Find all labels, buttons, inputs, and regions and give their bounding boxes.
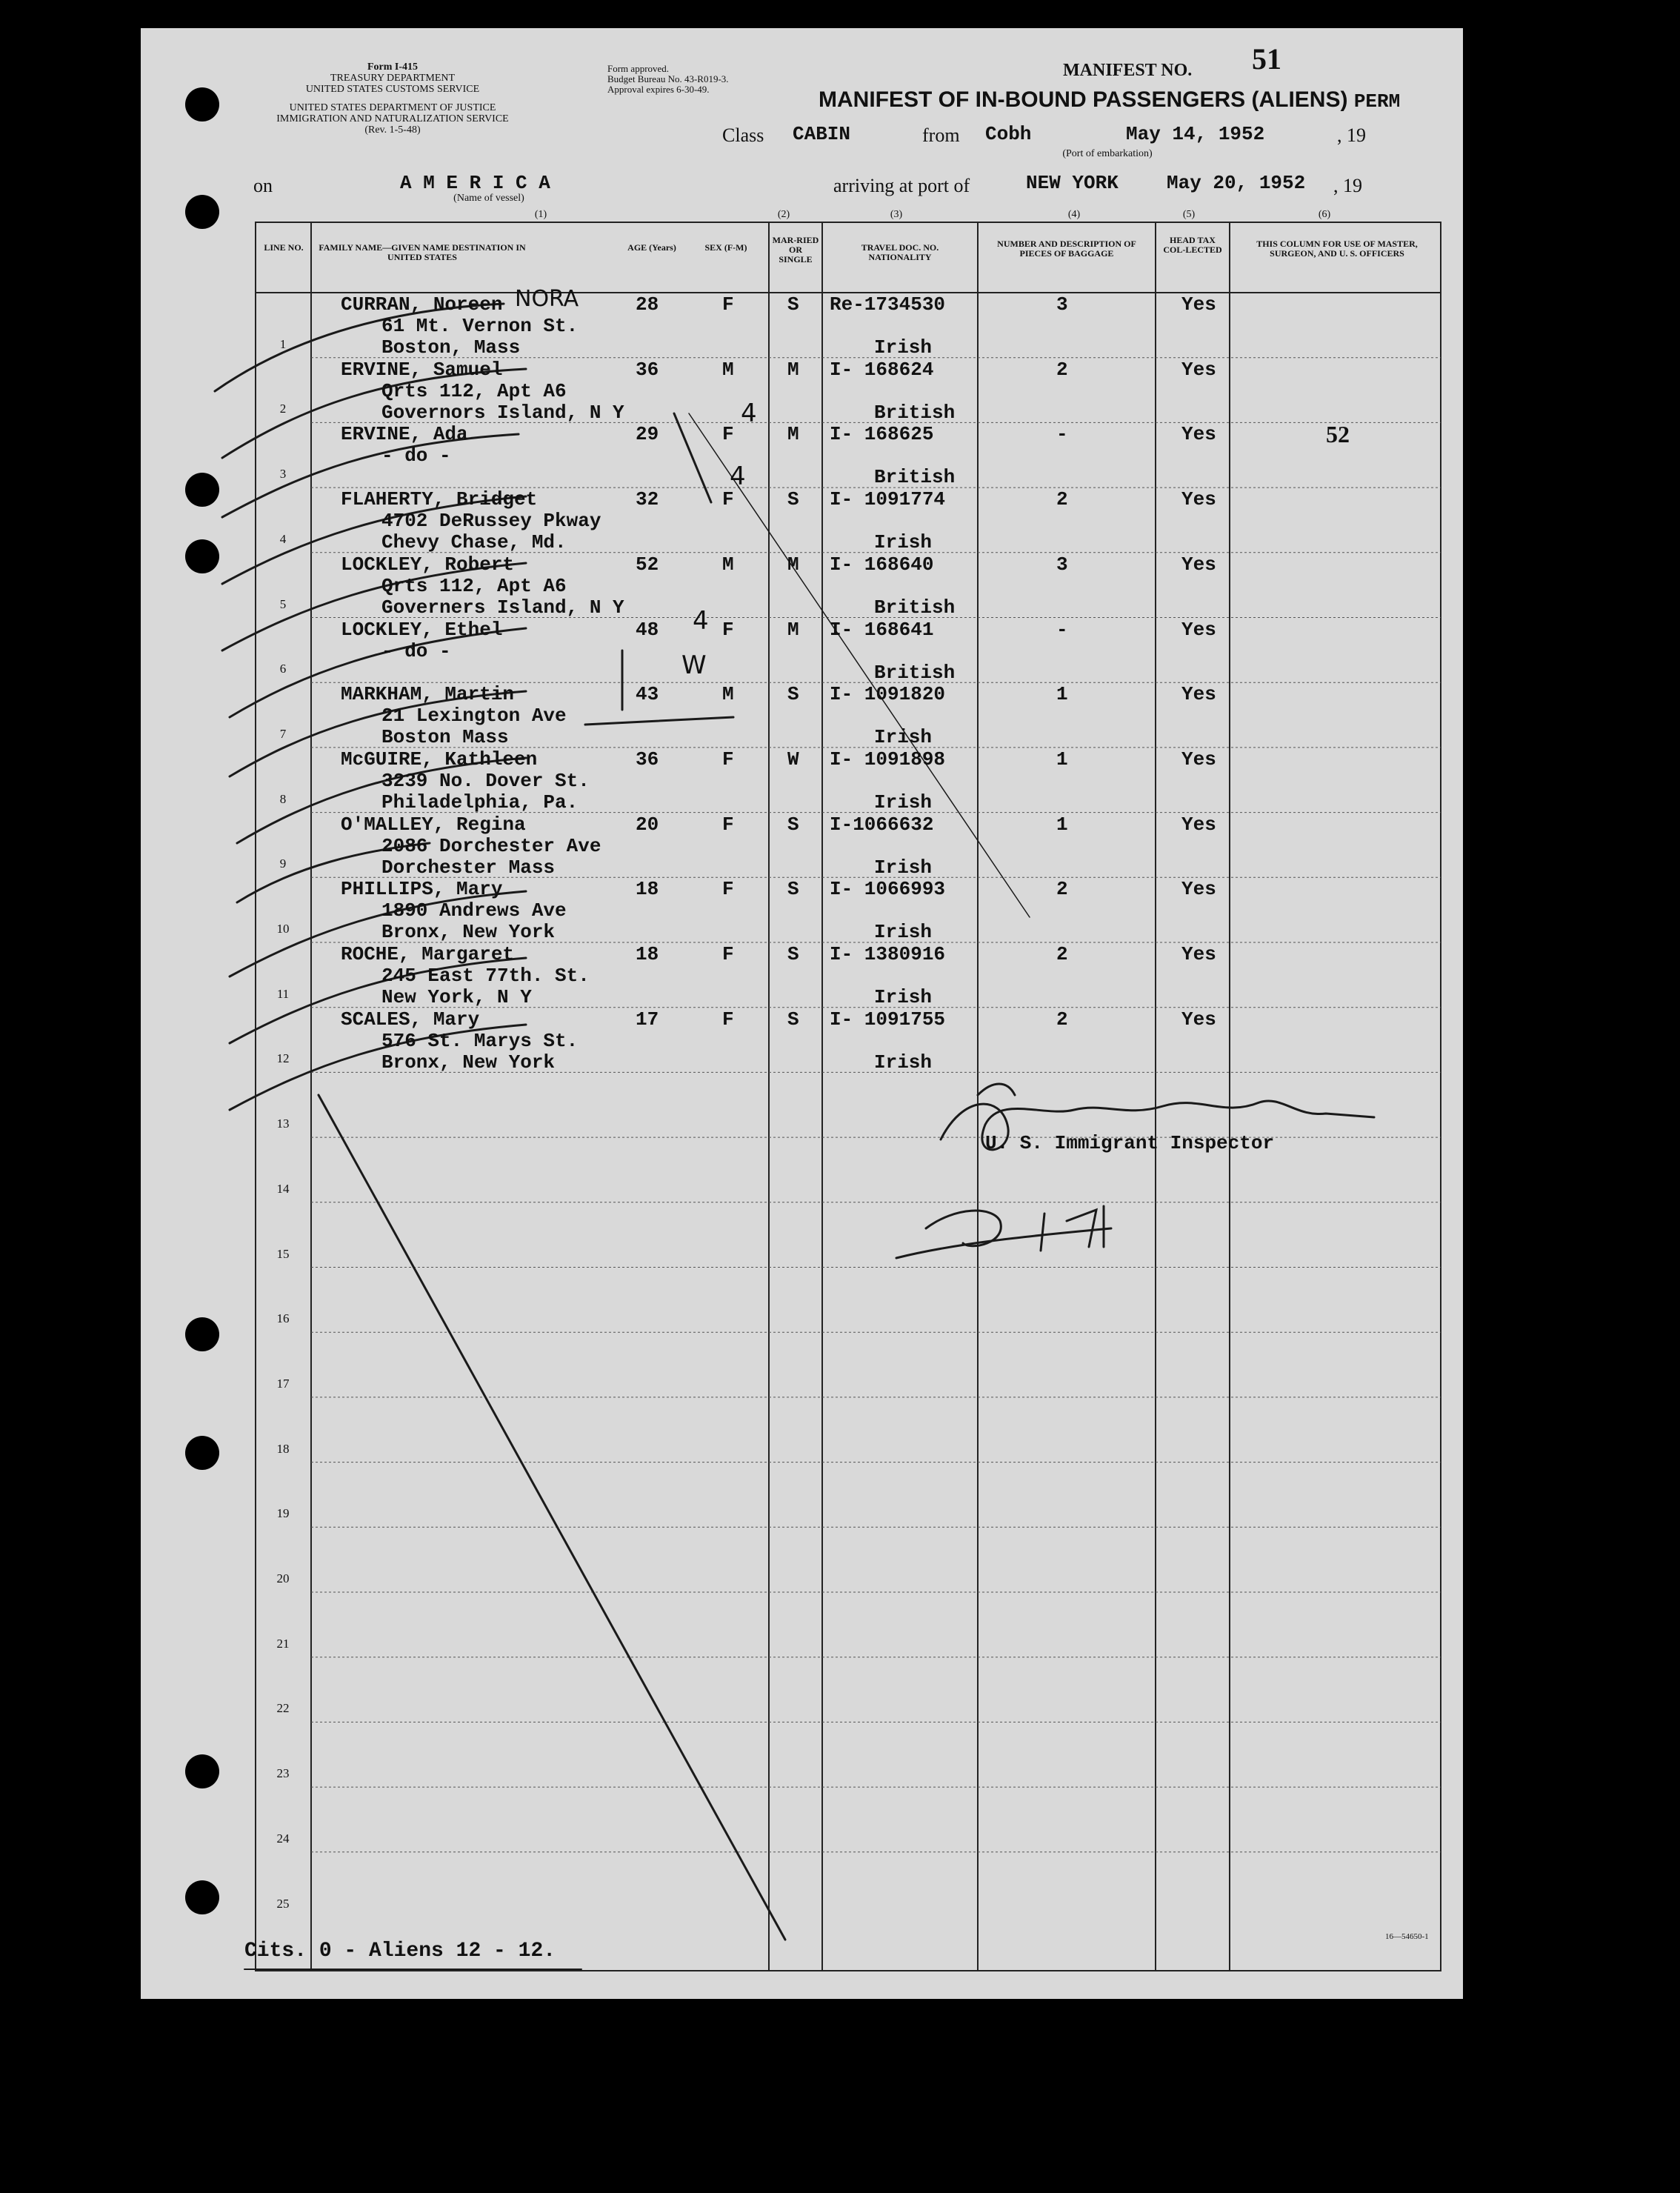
travel-doc-number: I- 1091755: [830, 1008, 946, 1031]
col-num-1: (1): [534, 209, 547, 220]
arrival-port: NEW YORK: [1026, 172, 1119, 194]
approved-text: Form approved.: [607, 63, 670, 74]
col-num-4: (4): [1067, 209, 1081, 220]
inspector-label: U. S. Immigrant Inspector: [985, 1132, 1275, 1154]
age-value: 18: [636, 943, 659, 965]
passenger-name: LOCKLEY, Ethel: [341, 618, 503, 641]
passenger-name: McGUIRE, Kathleen: [341, 748, 538, 771]
address-line-2: Dorchester Mass: [381, 856, 556, 879]
head-tax: Yes: [1181, 423, 1216, 446]
head-tax: Yes: [1181, 488, 1216, 511]
address-line-1: - do -: [381, 445, 451, 467]
footer-total: Cits. 0 - Aliens 12 - 12.: [244, 1940, 556, 1963]
col-num-2: (2): [777, 209, 790, 220]
embark-date: May 14, 1952: [1126, 123, 1265, 145]
col-header-tax: HEAD TAX COL-LECTED: [1163, 235, 1222, 255]
line-number: 18: [276, 1441, 290, 1456]
perm-stamp: PERM: [1353, 90, 1401, 113]
arrival-date: May 20, 1952: [1167, 172, 1306, 194]
address-line-1: - do -: [381, 639, 451, 662]
sex-value: F: [722, 293, 734, 316]
col-header-line: LINE NO.: [264, 242, 304, 253]
year-suffix-2: , 19: [1333, 175, 1362, 196]
nationality: British: [874, 466, 956, 489]
class-label: Class: [722, 124, 764, 146]
head-tax: Yes: [1181, 748, 1216, 771]
line-number: 24: [276, 1831, 290, 1846]
line-number: 15: [276, 1246, 290, 1261]
marital-status: S: [787, 813, 799, 836]
travel-doc-number: I- 1066993: [830, 878, 946, 901]
age-value: 29: [636, 423, 659, 446]
nationality: Irish: [874, 1051, 933, 1074]
travel-doc-number: Re-1734530: [830, 293, 946, 316]
marital-status: M: [787, 618, 799, 641]
col-header-age: AGE (Years): [627, 242, 676, 253]
customs-service: UNITED STATES CUSTOMS SERVICE: [305, 84, 480, 95]
col-header-sex: SEX (F-M): [704, 242, 747, 253]
arriving-label: arriving at port of: [833, 175, 970, 196]
age-value: 48: [636, 618, 659, 641]
address-line-2: Governers Island, N Y: [381, 596, 624, 619]
justice-dept: UNITED STATES DEPARTMENT OF JUSTICE: [289, 102, 496, 113]
baggage-count: 3: [1056, 553, 1068, 576]
line-number: 3: [279, 467, 287, 482]
baggage-count: 3: [1056, 293, 1068, 316]
passenger-name: ERVINE, Ada: [341, 423, 468, 446]
annotation-h3: 4: [693, 606, 709, 636]
marital-status: S: [787, 878, 799, 901]
travel-doc-number: I- 1380916: [830, 943, 946, 965]
line-number: 1: [279, 336, 287, 351]
travel-doc-number: I- 168624: [830, 358, 934, 381]
baggage-count: 2: [1056, 358, 1068, 381]
passenger-name: SCALES, Mary: [341, 1008, 480, 1031]
form-number: Form I-415: [367, 61, 419, 73]
line-number: 21: [276, 1636, 290, 1651]
passenger-name: MARKHAM, Martin: [341, 683, 515, 706]
budget-text: Budget Bureau No. 43-R019-3.: [607, 73, 729, 84]
head-tax: Yes: [1181, 293, 1216, 316]
marital-status: M: [787, 423, 799, 446]
address-line-2: Bronx, New York: [381, 921, 556, 944]
marital-status: S: [787, 1008, 799, 1031]
marital-status: S: [787, 293, 799, 316]
address-line-1: Qrts 112, Apt A6: [381, 574, 567, 597]
head-tax: Yes: [1181, 358, 1216, 381]
col-header-doc: TRAVEL DOC. NO. NATIONALITY: [861, 242, 939, 262]
sex-value: F: [722, 943, 734, 965]
address-line-2: Chevy Chase, Md.: [381, 531, 567, 554]
sex-value: M: [722, 683, 734, 706]
sex-value: F: [722, 748, 734, 771]
annotation-h4: W: [681, 650, 707, 680]
sex-value: F: [722, 878, 734, 901]
line-number: 11: [276, 986, 290, 1001]
head-tax: Yes: [1181, 683, 1216, 706]
line-number: 17: [276, 1376, 290, 1391]
on-label: on: [253, 175, 273, 196]
address-line-2: Governors Island, N Y: [381, 401, 624, 424]
nationality: Irish: [874, 336, 933, 359]
vessel-name: A M E R I C A: [400, 172, 550, 194]
head-tax: Yes: [1181, 943, 1216, 965]
from-label: from: [922, 124, 960, 146]
address-line-2: Boston, Mass: [381, 336, 521, 359]
line-number: 14: [276, 1181, 290, 1196]
sex-value: F: [722, 488, 734, 511]
col-num-6: (6): [1318, 209, 1331, 220]
travel-doc-number: I- 168640: [830, 553, 934, 576]
baggage-count: -: [1056, 423, 1068, 446]
address-line-1: 2086 Dorchester Ave: [381, 834, 601, 857]
expires-text: Approval expires 6-30-49.: [607, 84, 710, 95]
title-text: MANIFEST OF IN-BOUND PASSENGERS (ALIENS): [819, 87, 1348, 112]
print-code: 16—54650-1: [1385, 1932, 1429, 1941]
age-value: 18: [636, 878, 659, 901]
nationality: Irish: [874, 726, 933, 749]
age-value: 28: [636, 293, 659, 316]
line-number: 7: [279, 726, 287, 741]
baggage-count: 2: [1056, 488, 1068, 511]
head-tax: Yes: [1181, 618, 1216, 641]
line-number: 12: [276, 1051, 290, 1066]
port-embark-note: (Port of embarkation): [1062, 148, 1153, 159]
age-value: 52: [636, 553, 659, 576]
passenger-name: O'MALLEY, Regina: [341, 813, 526, 836]
passenger-name: CURRAN, Noreen: [341, 293, 503, 316]
class-value: CABIN: [793, 123, 851, 145]
col-header-married: MAR-RIED OR SINGLE: [772, 235, 819, 264]
address-line-1: Qrts 112, Apt A6: [381, 379, 567, 402]
officer-note: 52: [1326, 421, 1350, 448]
travel-doc-number: I- 168641: [830, 618, 934, 641]
marital-status: M: [787, 553, 799, 576]
passenger-name: PHILLIPS, Mary: [341, 878, 503, 901]
line-number: 20: [276, 1571, 290, 1585]
line-number: 5: [279, 596, 287, 611]
col-header-name: FAMILY NAME—GIVEN NAME DESTINATION IN UNITED STATES: [319, 242, 526, 262]
travel-doc-number: I- 168625: [830, 423, 934, 446]
passenger-name: ERVINE, Samuel: [341, 358, 503, 381]
line-number: 9: [279, 856, 287, 871]
annotation-h2: 4: [730, 462, 746, 491]
from-value: Cobh: [985, 123, 1032, 145]
address-line-2: Boston Mass: [381, 726, 509, 749]
sex-value: M: [722, 358, 734, 381]
age-value: 32: [636, 488, 659, 511]
line-number: 2: [279, 402, 287, 416]
passenger-name: ROCHE, Margaret: [341, 943, 515, 965]
address-line-1: 3239 No. Dover St.: [381, 769, 590, 792]
line-number: 25: [276, 1896, 290, 1911]
sex-value: M: [722, 553, 734, 576]
passenger-name: FLAHERTY, Bridget: [341, 488, 538, 511]
marital-status: S: [787, 488, 799, 511]
age-value: 36: [636, 358, 659, 381]
address-line-2: Philadelphia, Pa.: [381, 791, 579, 813]
age-value: 36: [636, 748, 659, 771]
baggage-count: 2: [1056, 1008, 1068, 1031]
address-line-1: 1890 Andrews Ave: [381, 899, 567, 922]
nationality: British: [874, 596, 956, 619]
col-num-3: (3): [890, 209, 903, 220]
line-number: 19: [276, 1506, 290, 1521]
baggage-count: 1: [1056, 748, 1068, 771]
col-num-5: (5): [1182, 209, 1196, 220]
head-tax: Yes: [1181, 878, 1216, 901]
nationality: British: [874, 401, 956, 424]
line-number: 4: [279, 531, 287, 546]
sex-value: F: [722, 1008, 734, 1031]
baggage-count: 2: [1056, 878, 1068, 901]
baggage-count: 1: [1056, 683, 1068, 706]
address-line-1: 245 East 77th. St.: [381, 965, 590, 987]
line-number: 10: [276, 922, 290, 936]
marital-status: S: [787, 943, 799, 965]
col-header-baggage: NUMBER AND DESCRIPTION OF PIECES OF BAGGAGE: [997, 239, 1136, 259]
manifest-number: 51: [1252, 42, 1281, 76]
travel-doc-number: I- 1091898: [830, 748, 946, 771]
name-annotation: NORA: [515, 286, 579, 312]
line-number: 8: [279, 791, 287, 806]
year-suffix-1: , 19: [1337, 124, 1366, 146]
baggage-count: 1: [1056, 813, 1068, 836]
sex-value: F: [722, 423, 734, 446]
passenger-name: LOCKLEY, Robert: [341, 553, 515, 576]
travel-doc-number: I-1066632: [830, 813, 934, 836]
age-value: 20: [636, 813, 659, 836]
marital-status: W: [787, 748, 799, 771]
line-number: 13: [276, 1117, 290, 1131]
head-tax: Yes: [1181, 553, 1216, 576]
nationality: Irish: [874, 856, 933, 879]
baggage-count: -: [1056, 618, 1068, 641]
travel-doc-number: I- 1091820: [830, 683, 946, 706]
sex-value: F: [722, 813, 734, 836]
rev-label: (Rev. 1-5-48): [364, 124, 421, 136]
line-number: 16: [276, 1311, 290, 1326]
address-line-2: New York, N Y: [381, 986, 532, 1008]
address-line-2: Bronx, New York: [381, 1051, 556, 1074]
travel-doc-number: I- 1091774: [830, 488, 946, 511]
head-tax: Yes: [1181, 813, 1216, 836]
line-number: 23: [276, 1766, 290, 1781]
ins-label: IMMIGRATION AND NATURALIZATION SERVICE: [276, 113, 509, 124]
address-line-1: 4702 DeRussey Pkway: [381, 510, 601, 533]
address-line-1: 576 St. Marys St.: [381, 1029, 579, 1052]
table-grid: [141, 28, 1463, 1999]
baggage-count: 2: [1056, 943, 1068, 965]
col-header-officers: THIS COLUMN FOR USE OF MASTER, SURGEON, AND U. S. OFFICERS: [1256, 239, 1418, 259]
nationality: Irish: [874, 986, 933, 1008]
nationality: Irish: [874, 531, 933, 554]
address-line-1: 21 Lexington Ave: [381, 705, 567, 728]
treasury-dept: TREASURY DEPARTMENT: [330, 73, 456, 84]
age-value: 17: [636, 1008, 659, 1031]
line-number: 6: [279, 662, 287, 676]
vessel-note: (Name of vessel): [453, 193, 524, 204]
head-tax: Yes: [1181, 1008, 1216, 1031]
manifest-label: MANIFEST NO.: [1063, 61, 1193, 80]
nationality: Irish: [874, 921, 933, 944]
annotation-h1: 4: [741, 399, 757, 428]
manifest-page: [141, 28, 1463, 1999]
line-number: 22: [276, 1701, 290, 1716]
nationality: Irish: [874, 791, 933, 813]
address-line-1: 61 Mt. Vernon St.: [381, 315, 579, 337]
nationality: British: [874, 661, 956, 684]
age-value: 43: [636, 683, 659, 706]
sex-value: F: [722, 618, 734, 641]
marital-status: M: [787, 358, 799, 381]
marital-status: S: [787, 683, 799, 706]
